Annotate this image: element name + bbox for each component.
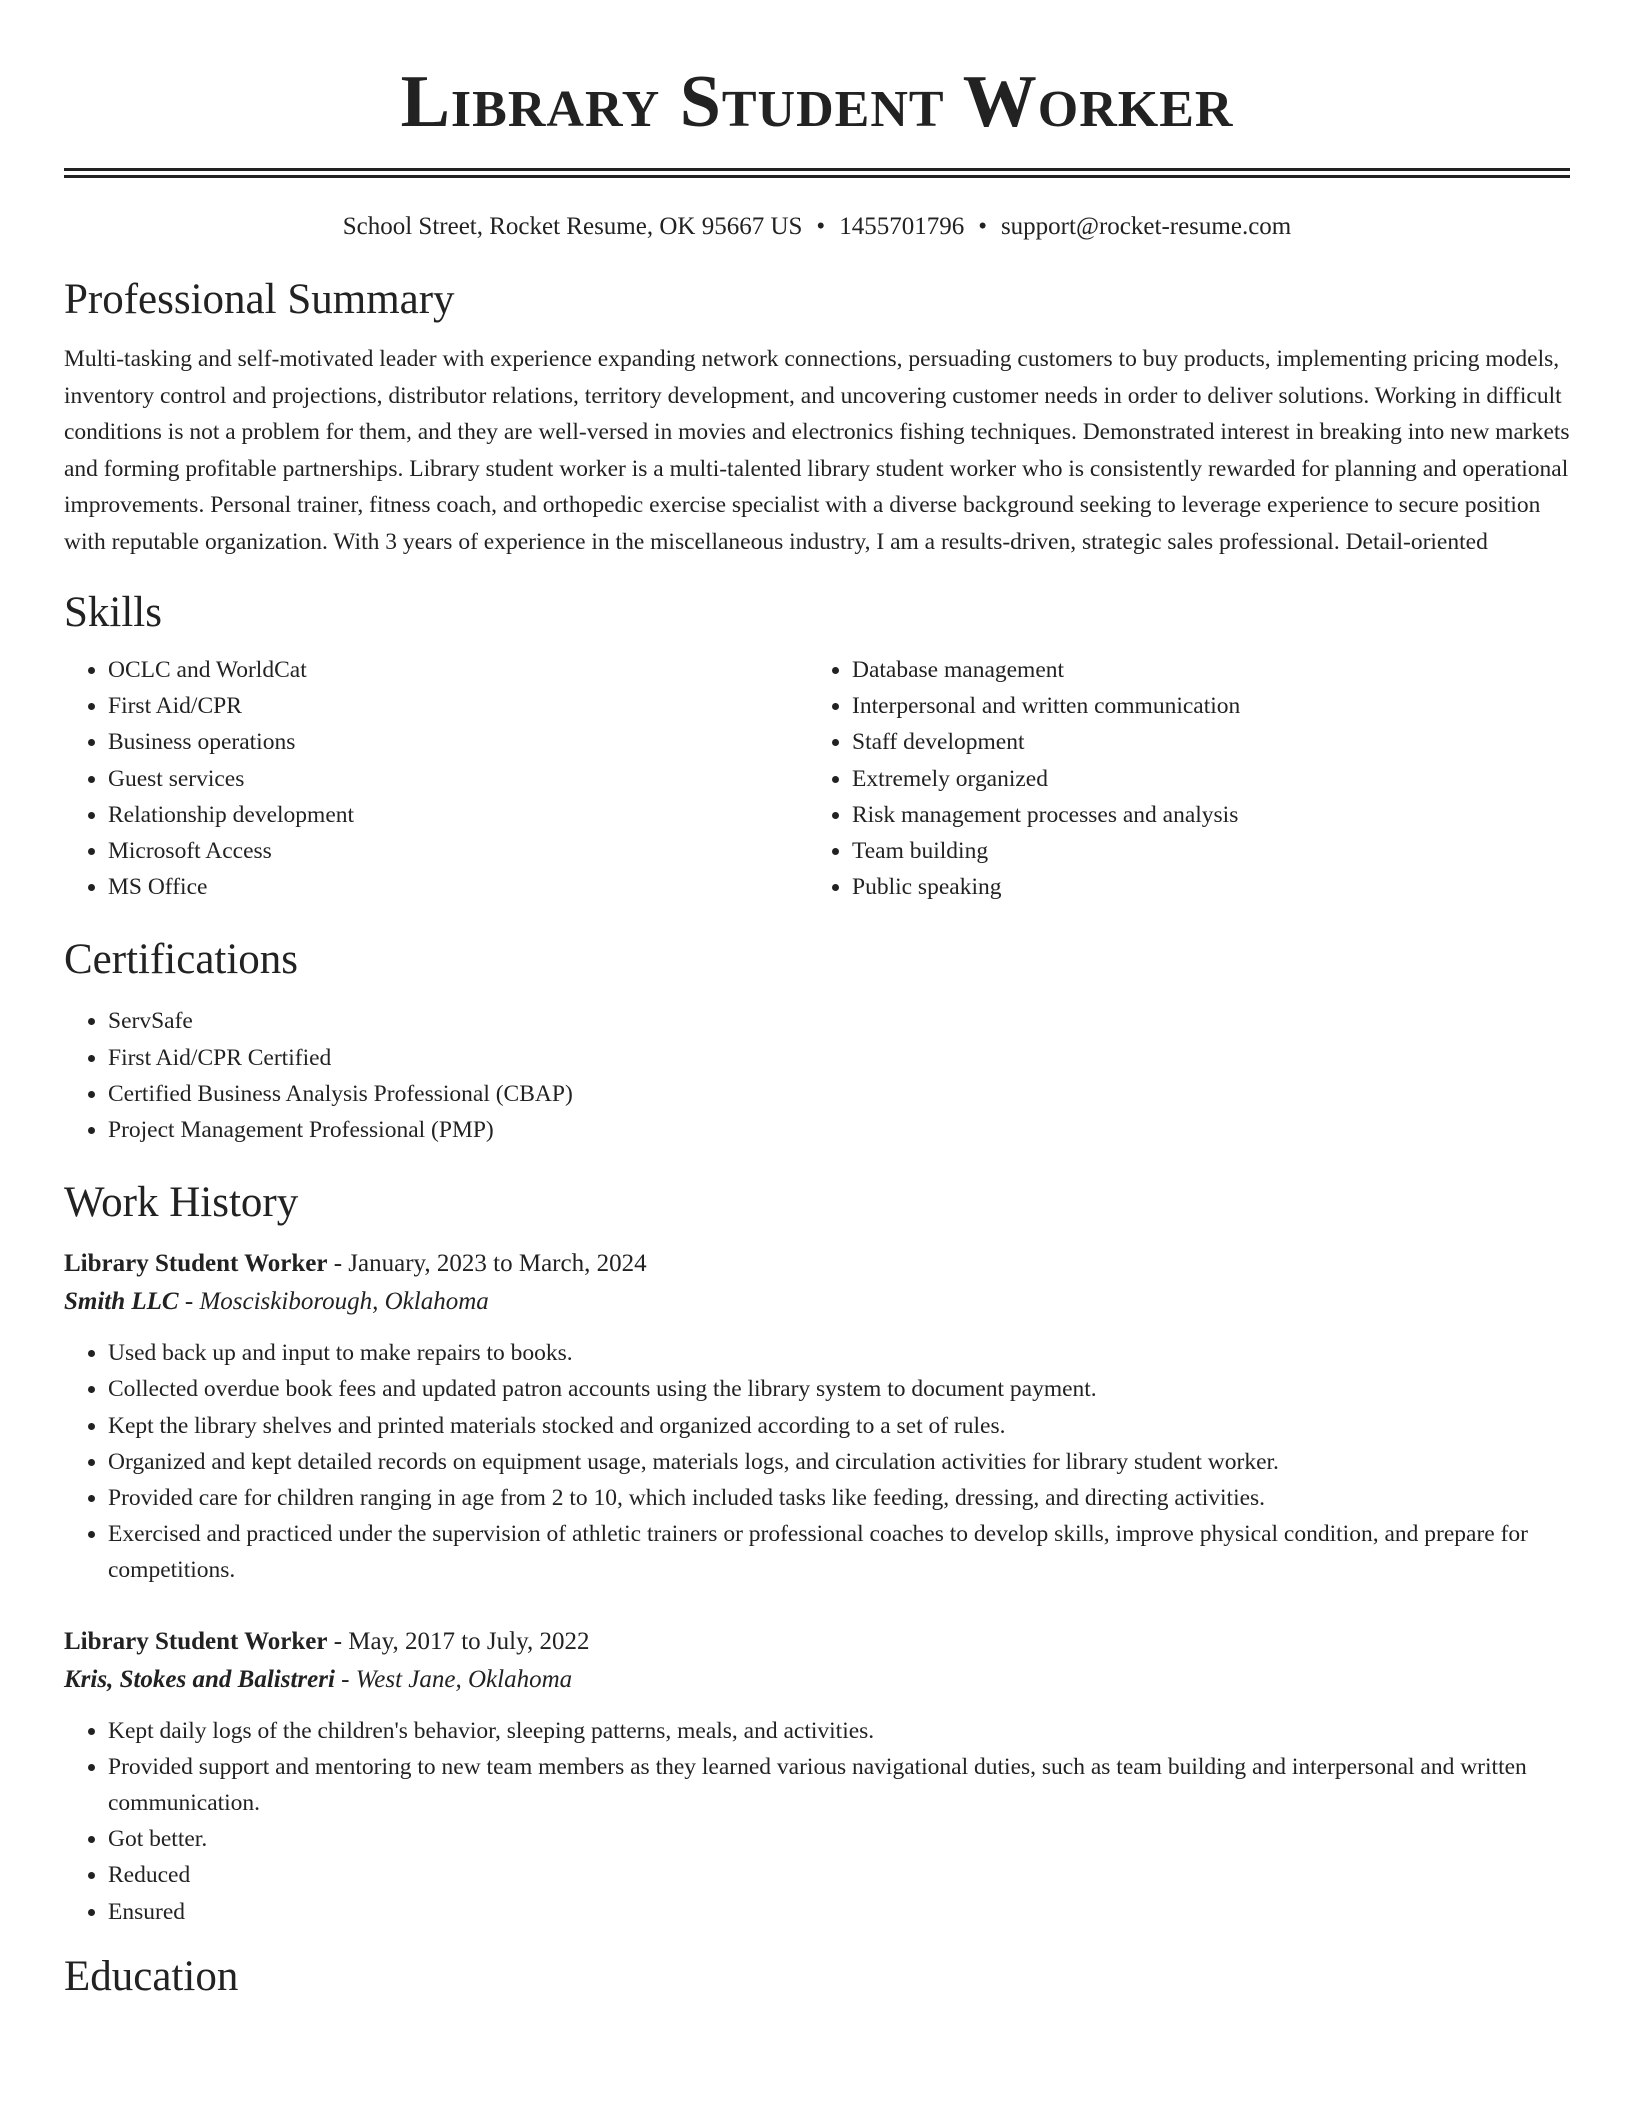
resume-name: Library Student Worker — [400, 61, 1234, 143]
job-duty: • Exercised and practiced under the supervision of athletic trainers or professional coaches to develop skills, improve physical condition, and prepare for competitions. — [108, 1516, 1570, 1588]
contact-line — [64, 211, 1570, 243]
job-duty: • Reduced — [108, 1857, 1570, 1893]
resume-page — [64, 0, 1570, 2002]
certifications-heading: Certifications — [64, 936, 299, 984]
job-company: Smith LLC — [64, 1288, 179, 1316]
header-divider — [64, 168, 1570, 178]
education-heading: Education — [64, 1952, 239, 2000]
skill-item: • Relationship development — [108, 797, 808, 833]
contact-phone: 1455701796 — [839, 213, 965, 240]
job-title-line — [64, 1623, 1570, 1661]
job-location: - Mosciskiborough, Oklahoma — [178, 1288, 489, 1316]
certification-item: • First Aid/CPR Certified — [108, 1040, 1570, 1076]
job-dates: - January, 2023 to March, 2024 — [327, 1250, 647, 1278]
work-history-heading: Work History — [64, 1179, 299, 1227]
skill-item: • Team building — [852, 833, 1552, 869]
summary-heading: Professional Summary — [64, 276, 455, 323]
skill-item: • Staff development — [852, 724, 1552, 760]
contact-separator: • — [978, 213, 987, 240]
certification-item: • Certified Business Analysis Professional (CBAP) — [108, 1076, 1570, 1112]
certification-item: • Project Management Professional (PMP) — [108, 1112, 1570, 1148]
job-duty: • Provided care for children ranging in age from 2 to 10, which included tasks like feeding, dressing, and directing activities. — [108, 1480, 1570, 1516]
contact-address: School Street, Rocket Resume, OK 95667 US — [342, 213, 803, 240]
job-duty: • Used back up and input to make repairs to books. — [108, 1335, 1570, 1371]
job-duty: • Kept the library shelves and printed materials stocked and organized according to a set of rules. — [108, 1408, 1570, 1444]
job-duties-list — [64, 1335, 1570, 1588]
job-duty: • Collected overdue book fees and updated patron accounts using the library system to document payment. — [108, 1371, 1570, 1407]
skill-item: • Risk management processes and analysis — [852, 797, 1552, 833]
skill-item: • First Aid/CPR — [108, 688, 808, 724]
job-entry — [64, 1623, 1570, 1930]
certifications-list — [64, 1003, 1570, 1148]
job-title: Library Student Worker — [64, 1627, 328, 1655]
job-company-line — [64, 1283, 1570, 1321]
contact-email: support@rocket-resume.com — [1000, 213, 1292, 240]
skills-heading: Skills — [64, 589, 162, 636]
skills-list-left — [64, 652, 808, 905]
skill-item: • Interpersonal and written communication — [852, 688, 1552, 724]
skills-list-right — [808, 652, 1552, 905]
summary-text: Multi-tasking and self-motivated leader with experience expanding network connections, persuading customers to buy products, implementing pricing models, inventory control and projections, distributor relations, territory development, and uncovering customer needs in order to deliver solutions. Working in difficult conditions is not a problem for them, and they are well-versed in movies and electronics fishing techniques. Demonstrated interest in breaking into new markets and forming profitable partnerships. Library student worker is a multi-talented library student worker who is consistently rewarded for planning and operational improvements. Personal trainer, fitness coach, and orthopedic exercise specialist with a diverse background seeking to leverage experience to secure position with reputable organization. With 3 years of experience in the miscellaneous industry, I am a results-driven, strategic sales professional. Detail-oriented — [64, 346, 1570, 555]
certification-item: • ServSafe — [108, 1003, 1570, 1039]
skill-item: • Business operations — [108, 724, 808, 760]
job-location: - West Jane, Oklahoma — [334, 1665, 573, 1693]
contact-separator: • — [816, 213, 826, 240]
skill-item: • MS Office — [108, 869, 808, 905]
job-duty: • Ensured — [108, 1894, 1570, 1930]
job-title-line — [64, 1245, 1570, 1283]
job-entry — [64, 1245, 1570, 1588]
job-duty: • Kept daily logs of the children's behavior, sleeping patterns, meals, and activities. — [108, 1713, 1570, 1749]
skill-item: • Public speaking — [852, 869, 1552, 905]
job-title: Library Student Worker — [64, 1250, 328, 1278]
skill-item: • OCLC and WorldCat — [108, 652, 808, 688]
skill-item: • Database management — [852, 652, 1552, 688]
job-company: Kris, Stokes and Balistreri — [64, 1665, 335, 1693]
skill-item: • Extremely organized — [852, 761, 1552, 797]
job-duty: • Organized and kept detailed records on equipment usage, materials logs, and circulation activities for library student worker. — [108, 1444, 1570, 1480]
job-duty: • Got better. — [108, 1821, 1570, 1857]
job-dates: - May, 2017 to July, 2022 — [327, 1627, 590, 1655]
job-duties-list — [64, 1713, 1570, 1930]
job-duty: • Provided support and mentoring to new team members as they learned various navigational duties, such as team building and interpersonal and written communication. — [108, 1749, 1570, 1821]
job-company-line — [64, 1661, 1570, 1699]
skill-item: • Microsoft Access — [108, 833, 808, 869]
skills-columns — [64, 652, 1570, 905]
skill-item: • Guest services — [108, 761, 808, 797]
